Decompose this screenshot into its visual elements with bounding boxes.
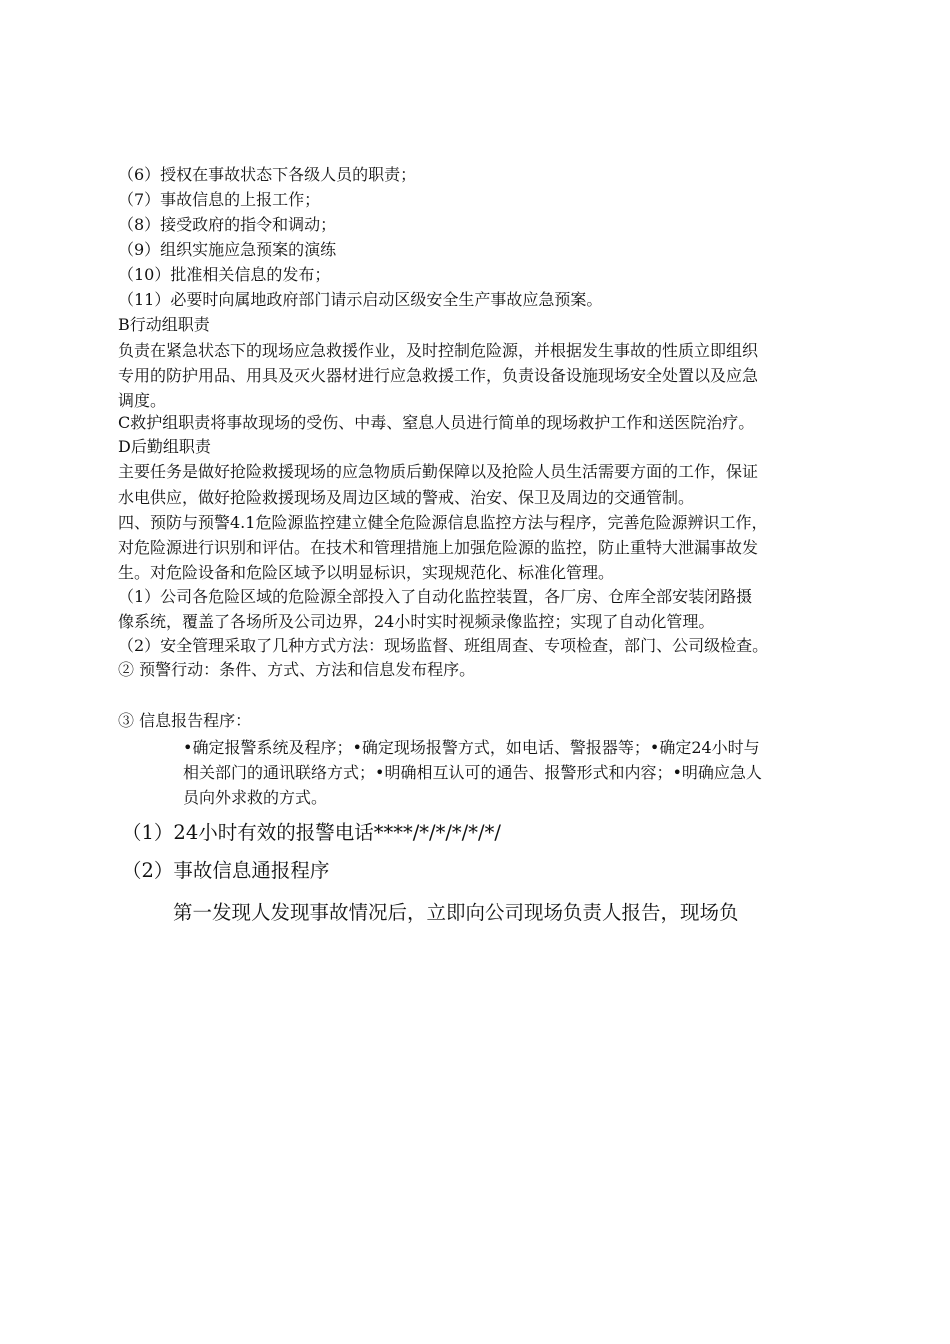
group-c-line: C救护组职责将事故现场的受伤、中毒、窒息人员进行简单的现场救护工作和送医院治疗。 — [118, 413, 755, 432]
warning-action: ② 预警行动：条件、方式、方法和信息发布程序。 — [118, 660, 476, 679]
report-procedure-line: 员向外求救的方式。 — [183, 788, 328, 807]
report-procedure-heading: ③ 信息报告程序： — [118, 711, 252, 730]
group-d-line: 水电供应，做好抢险救援现场及周边区域的警戒、治安、保卫及周边的交通管制。 — [118, 488, 695, 507]
group-b-line: 负责在紧急状态下的现场应急救援作业，及时控制危险源，并根据发生事故的性质立即组织 — [118, 341, 759, 360]
group-b-line: 专用的防护用品、用具及灭火器材进行应急救援工作，负责设备设施现场安全处置以及应急 — [118, 366, 759, 385]
notify-procedure-heading: （2）事故信息通报程序 — [122, 859, 330, 882]
report-procedure-line: •确定报警系统及程序；•确定现场报警方式，如电话、警报器等；•确定24小时与 — [183, 738, 760, 757]
monitor-item-2: （2）安全管理采取了几种方式方法：现场监督、班组周查、专项检查，部门、公司级检查。 — [118, 636, 769, 655]
duty-item-6: （6）授权在事故状态下各级人员的职责； — [118, 165, 417, 184]
duty-item-9: （9）组织实施应急预案的演练 — [118, 240, 337, 259]
notify-procedure-paragraph: 第一发现人发现事故情况后，立即向公司现场负责人报告，现场负 — [173, 901, 739, 924]
group-b-line: 调度。 — [118, 391, 167, 410]
group-b-heading: B行动组职责 — [118, 315, 210, 334]
alarm-hotline: （1）24小时有效的报警电话****/*/*/*/*/*/ — [122, 821, 501, 844]
group-d-line: 主要任务是做好抢险救援现场的应急物质后勤保障以及抢险人员生活需要方面的工作，保证 — [118, 462, 759, 481]
duty-item-8: （8）接受政府的指令和调动； — [118, 215, 337, 234]
report-procedure-line: 相关部门的通讯联络方式；•明确相互认可的通告、报警形式和内容；•明确应急人 — [183, 763, 762, 782]
section4-line: 四、预防与预警4.1危险源监控建立健全危险源信息监控方法与程序，完善危险源辨识工作， — [118, 513, 768, 532]
monitor-item-1: （1）公司各危险区域的危险源全部投入了自动化监控装置，各厂房、仓库全部安装闭路摄 — [118, 587, 753, 606]
group-d-heading: D后勤组职责 — [118, 437, 211, 456]
section4-line: 对危险源进行识别和评估。在技术和管理措施上加强危险源的监控，防止重特大泄漏事故发 — [118, 538, 759, 557]
duty-item-7: （7）事故信息的上报工作； — [118, 190, 321, 209]
duty-item-10: （10）批准相关信息的发布； — [118, 265, 331, 284]
duty-item-11: （11）必要时向属地政府部门请示启动区级安全生产事故应急预案。 — [118, 290, 603, 309]
monitor-item-1: 像系统，覆盖了各场所及公司边界，24小时实时视频录像监控；实现了自动化管理。 — [118, 612, 715, 631]
section4-line: 生。对危险设备和危险区域予以明显标识，实现规范化、标准化管理。 — [118, 563, 615, 582]
